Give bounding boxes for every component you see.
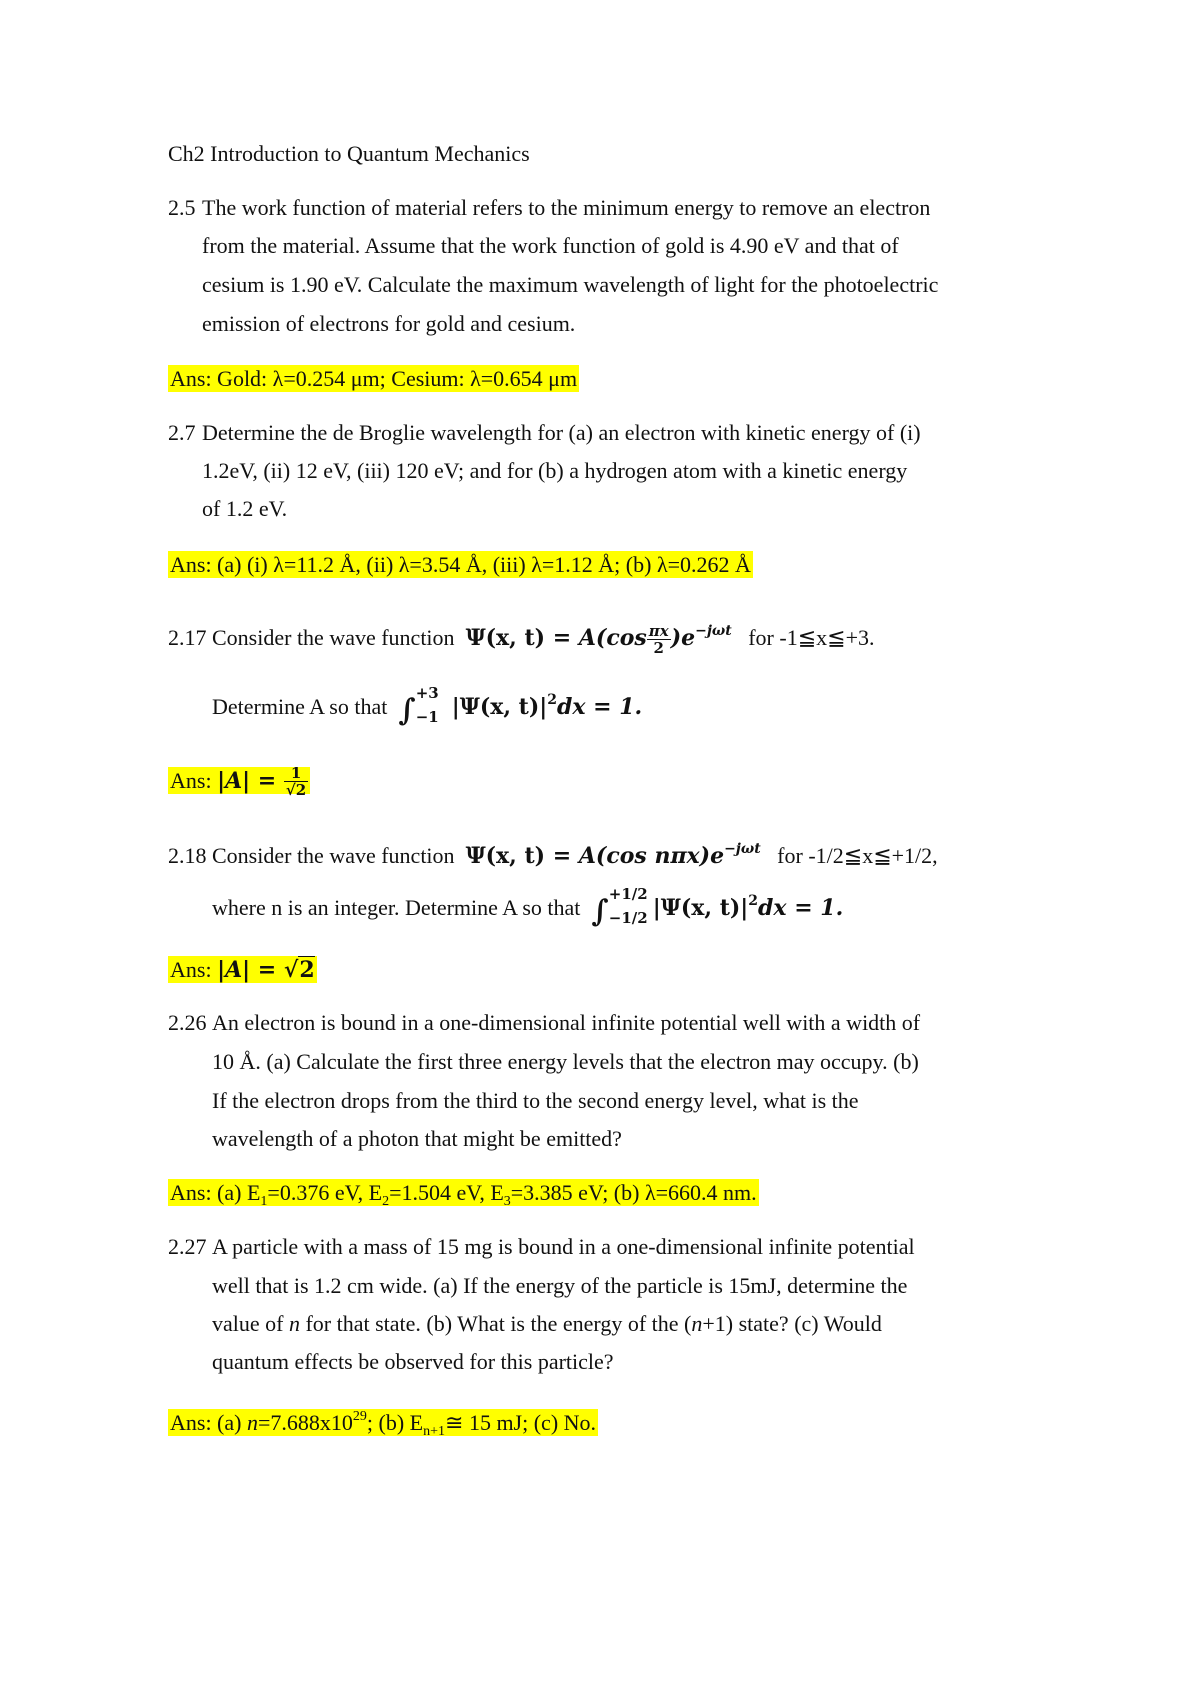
equals-sign: = — [552, 625, 572, 651]
fraction — [647, 623, 671, 656]
integrand: |Ψ(x, t)| — [652, 895, 749, 921]
page-title: Ch2 Introduction to Quantum Mechanics — [168, 141, 530, 166]
answer-highlight: Ans: Gold: λ=0.254 μm; Cesium: λ=0.654 μm — [170, 366, 578, 391]
problem-text-line: 10 Å. (a) Calculate the first three energy levels that the electron may occupy. (b) — [212, 1049, 919, 1074]
answer-text: =7.688x10 — [257, 1410, 353, 1435]
subscript: n+1 — [423, 1424, 446, 1439]
problem-text-line: emission of electrons for gold and cesium. — [202, 311, 576, 336]
answer-fraction — [284, 765, 308, 798]
answer-text: Ans: (a) — [170, 1410, 247, 1435]
answer-line — [168, 955, 317, 985]
problem-text-line: of 1.2 eV. — [202, 496, 288, 521]
answer-lhs: |A| = — [217, 767, 277, 794]
integrand: |Ψ(x, t)| — [451, 694, 548, 720]
square-exponent: 2 — [748, 893, 759, 909]
integral-sign: ∫ — [398, 693, 416, 728]
answer-highlight — [168, 1409, 598, 1439]
problem-intro: Consider the wave function — [212, 625, 455, 650]
answer-line — [168, 364, 579, 394]
integral-limits — [608, 885, 653, 927]
equals-sign: = — [552, 843, 572, 869]
problem-text-line — [212, 1309, 882, 1339]
answer-line — [168, 765, 310, 798]
integral-expression — [398, 684, 643, 728]
problem-number: 2.17 — [168, 625, 207, 650]
answer-label: Ans: — [170, 957, 212, 982]
fraction-numerator: 1 — [284, 765, 308, 782]
integral-limits — [415, 684, 452, 726]
subscript: 3 — [503, 1194, 511, 1209]
text-fragment: +1) state? (c) Would — [702, 1311, 882, 1336]
problem-text-line: quantum effects be observed for this particle? — [212, 1349, 614, 1374]
italic-n: n — [691, 1311, 703, 1336]
problem-text-line: An electron is bound in a one-dimensional infinite potential well with a width of — [212, 1010, 921, 1035]
integral-sign: ∫ — [591, 894, 609, 929]
problem-text-line: 1.2eV, (ii) 12 eV, (iii) 120 eV; and for (b) a hydrogen atom with a kinetic energy — [202, 458, 908, 483]
answer-text: =1.504 eV, E — [389, 1180, 504, 1205]
problem-text-line: from the material. Assume that the work function of gold is 4.90 eV and that of — [202, 233, 899, 258]
answer-math — [217, 764, 308, 799]
problem-text-line: Determine the de Broglie wavelength for (a) an electron with kinetic energy of (i) — [202, 420, 921, 445]
answer-lhs: |A| = √ — [217, 957, 299, 983]
italic-n: n — [288, 1311, 300, 1336]
fraction-denominator: √2 — [285, 781, 307, 799]
subscript: 1 — [260, 1194, 268, 1209]
fraction-numerator: πx — [648, 621, 669, 640]
answer-text: =0.376 eV, E — [267, 1180, 383, 1205]
problem-text-line — [212, 685, 642, 726]
problem-number: 2.7 — [168, 420, 196, 445]
fraction-denominator: 2 — [653, 638, 664, 657]
answer-line — [168, 1402, 598, 1447]
problem-number: 2.26 — [168, 1010, 207, 1035]
psi-expression — [466, 843, 761, 869]
lower-limit: −1/2 — [608, 909, 648, 927]
text-fragment: value of — [212, 1311, 289, 1336]
range-text: for -1/2≦x≦+1/2, — [777, 843, 938, 868]
text-fragment: for that state. (b) What is the energy of the ( — [299, 1311, 692, 1336]
subscript: 2 — [382, 1194, 390, 1209]
square-exponent: 2 — [547, 692, 557, 708]
answer-math — [217, 956, 315, 983]
answer-text: Ans: (a) E — [170, 1180, 261, 1205]
answer-label: Ans: — [170, 767, 212, 793]
exponent: −jωt — [724, 841, 761, 857]
problem-text-line: A particle with a mass of 15 mg is bound in a one-dimensional infinite potential — [212, 1234, 915, 1259]
upper-limit: +3 — [415, 684, 439, 702]
answer-line — [168, 550, 753, 580]
psi-symbol: Ψ(x, t) — [465, 625, 546, 651]
problem-text-line — [212, 886, 843, 927]
dx-equals: dx = 1. — [557, 694, 643, 720]
problem-text-line — [168, 616, 874, 656]
range-text: for -1≦x≦+3. — [748, 625, 875, 650]
upper-limit: +1/2 — [608, 885, 648, 903]
cos-expression: A(cos — [578, 625, 647, 651]
answer-line — [168, 1178, 759, 1217]
lower-limit: −1 — [415, 708, 439, 726]
exponent: −jωt — [695, 623, 732, 639]
problem-number: 2.18 — [168, 843, 207, 868]
radicand: 2 — [299, 957, 315, 983]
answer-highlight — [168, 764, 310, 799]
answer-text: ; (b) E — [366, 1410, 424, 1435]
problem-text-line: wavelength of a photon that might be emitted? — [212, 1126, 622, 1151]
problem-intro: Consider the wave function — [212, 843, 455, 868]
answer-highlight: Ans: (a) (i) λ=11.2 Å, (ii) λ=3.54 Å, (iii) λ=1.12 Å; (b) λ=0.262 Å — [170, 552, 751, 577]
psi-symbol: Ψ(x, t) — [465, 843, 546, 869]
problem-text-line — [168, 834, 938, 871]
problem-number: 2.5 — [168, 195, 196, 220]
answer-highlight — [168, 1179, 759, 1209]
superscript: 29 — [352, 1409, 367, 1424]
answer-highlight — [168, 956, 317, 983]
problem-text-line: cesium is 1.90 eV. Calculate the maximum wavelength of light for the photoelectric — [202, 272, 939, 297]
determine-text: where n is an integer. Determine A so that — [212, 895, 581, 920]
answer-text: ≅ 15 mJ; (c) No. — [445, 1410, 597, 1435]
problem-number: 2.27 — [168, 1234, 207, 1259]
problem-text-line: well that is 1.2 cm wide. (a) If the energy of the particle is 15mJ, determine the — [212, 1273, 908, 1298]
integral-expression — [591, 885, 844, 929]
exponential-base: )e — [670, 625, 696, 651]
problem-text-line: If the electron drops from the third to the second energy level, what is the — [212, 1088, 859, 1113]
determine-text: Determine A so that — [212, 694, 388, 719]
answer-text: =3.385 eV; (b) λ=660.4 nm. — [510, 1180, 757, 1205]
psi-expression — [465, 621, 732, 657]
cos-expression: A(cos nπx)e — [578, 843, 725, 869]
problem-text-line: The work function of material refers to the minimum energy to remove an electron — [202, 195, 931, 220]
dx-equals: dx = 1. — [758, 895, 844, 921]
italic-n: n — [246, 1410, 258, 1435]
